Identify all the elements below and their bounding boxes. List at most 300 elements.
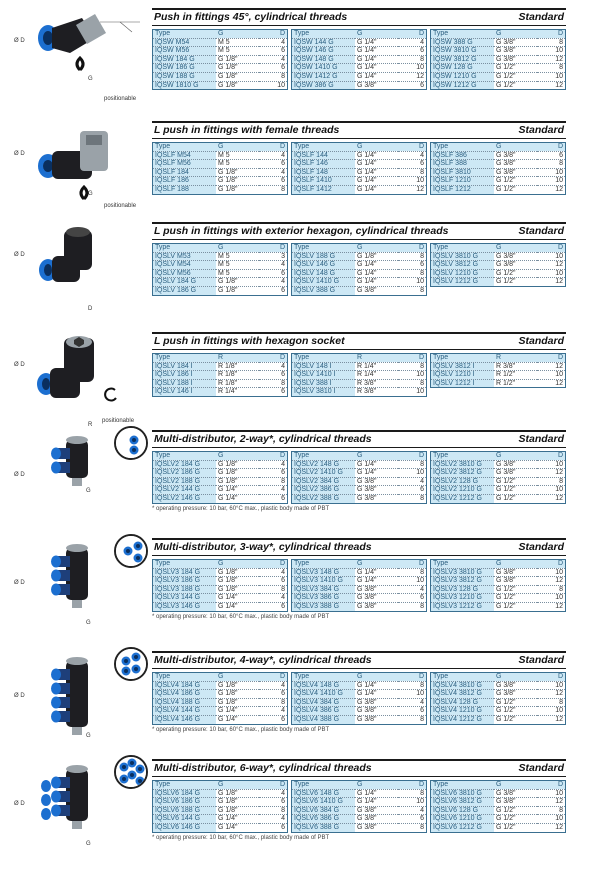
table-row	[431, 38, 566, 47]
table-cell: IQSLV3 184 G	[153, 568, 216, 577]
column-header: D	[537, 143, 566, 152]
table-cell: G 1/2"	[494, 185, 537, 194]
table-row	[292, 477, 427, 486]
table-cell: IQSLV4 1212 G	[431, 715, 494, 724]
table-row	[153, 278, 288, 287]
column-header: Type	[292, 244, 355, 253]
table-row	[431, 278, 566, 287]
table-cell: 4	[398, 38, 427, 47]
table-cell: 8	[398, 252, 427, 261]
table-cell: IQSLV 3812 G	[431, 261, 494, 270]
table-cell: 12	[537, 379, 566, 388]
column-header: G	[216, 143, 259, 152]
table-cell: G 3/8"	[355, 823, 398, 832]
table-row	[292, 577, 427, 586]
table-cell: IQSLV 1212 I	[431, 379, 494, 388]
table-cell: IQSLV3 1410 G	[292, 577, 355, 586]
table-cell: 12	[537, 577, 566, 586]
table-cell: 6	[259, 494, 288, 503]
spec-table	[291, 451, 427, 504]
column-header: G	[355, 143, 398, 152]
column-header: R	[494, 354, 537, 363]
table-cell: IQSLV 148 G	[292, 269, 355, 278]
table-cell: 12	[537, 602, 566, 611]
column-header: Type	[153, 781, 216, 790]
table-row	[292, 160, 427, 169]
table-cell: IQSLV3 1210 G	[431, 594, 494, 603]
table-row	[431, 379, 566, 388]
table-cell: 4	[259, 261, 288, 270]
table-header-row	[431, 143, 566, 152]
table-cell: 12	[537, 185, 566, 194]
table-cell: R 1/8"	[216, 362, 259, 371]
spec-table	[152, 451, 288, 504]
table-cell: IQSLV 146 G	[292, 261, 355, 270]
table-cell: IQSLF 3810	[431, 168, 494, 177]
table-cell: 8	[537, 698, 566, 707]
column-header: D	[259, 354, 288, 363]
table-row	[431, 64, 566, 73]
table-cell: IQSLV 1410 G	[292, 278, 355, 287]
table-cell: G 1/4"	[355, 64, 398, 73]
table-cell: IQSLV4 186 G	[153, 690, 216, 699]
table-cell: IQSLV6 1210 G	[431, 815, 494, 824]
table-cell: G 1/2"	[494, 585, 537, 594]
table-cell: G 3/8"	[494, 47, 537, 56]
table-cell: M 5	[216, 160, 259, 169]
table-header-row	[292, 781, 427, 790]
table-row	[292, 715, 427, 724]
table-cell: G 1/4"	[355, 789, 398, 798]
column-header: D	[537, 452, 566, 461]
table-cell: IQSLV2 386 G	[292, 486, 355, 495]
spec-table	[291, 780, 427, 833]
table-row	[431, 815, 566, 824]
table-cell: IQSLV3 388 G	[292, 602, 355, 611]
table-row	[431, 585, 566, 594]
table-cell: IQSLV2 148 G	[292, 460, 355, 469]
table-cell: IQSLF M56	[153, 160, 216, 169]
table-cell: IQSLV4 1210 G	[431, 707, 494, 716]
table-cell: IQSLV6 188 G	[153, 806, 216, 815]
table-cell: G 1/8"	[216, 81, 259, 90]
table-row	[431, 715, 566, 724]
table-row	[431, 494, 566, 503]
table-cell: 6	[259, 388, 288, 397]
column-header: Type	[153, 244, 216, 253]
table-cell: G 1/4"	[355, 577, 398, 586]
table-row	[292, 681, 427, 690]
table-cell: IQSLV 3812 I	[431, 362, 494, 371]
table-cell: 4	[398, 585, 427, 594]
table-header-row	[292, 452, 427, 461]
table-cell: G 1/4"	[216, 823, 259, 832]
table-row	[292, 81, 427, 90]
table-row	[431, 168, 566, 177]
table-cell: 10	[537, 568, 566, 577]
table-cell: IQSLV4 3812 G	[431, 690, 494, 699]
table-cell: 6	[259, 371, 288, 380]
table-cell: 12	[537, 715, 566, 724]
table-cell: G 3/8"	[494, 261, 537, 270]
table-row	[153, 690, 288, 699]
product-section	[0, 332, 599, 442]
table-header-row	[292, 143, 427, 152]
column-header: D	[537, 354, 566, 363]
table-header-row	[431, 452, 566, 461]
spec-table	[152, 780, 288, 833]
column-header: D	[398, 781, 427, 790]
table-header-row	[153, 143, 288, 152]
table-cell: IQSW 1212 G	[431, 81, 494, 90]
table-cell: 10	[398, 577, 427, 586]
column-header: D	[537, 30, 566, 39]
column-header: D	[259, 30, 288, 39]
table-row	[153, 286, 288, 295]
table-cell: IQSLF 148	[292, 168, 355, 177]
table-cell: G 3/8"	[494, 789, 537, 798]
column-header: Type	[153, 673, 216, 682]
table-row	[431, 460, 566, 469]
spec-table	[430, 29, 566, 90]
table-cell: IQSLV M53	[153, 252, 216, 261]
table-cell: IQSW M54	[153, 38, 216, 47]
column-header: G	[494, 560, 537, 569]
thread-label: G	[88, 191, 93, 197]
product-image	[0, 222, 150, 322]
table-row	[292, 286, 427, 295]
table-cell: IQSLV3 386 G	[292, 594, 355, 603]
table-cell: G 3/8"	[494, 252, 537, 261]
table-row	[153, 715, 288, 724]
table-cell: G 3/8"	[355, 477, 398, 486]
outlet-detail-icon	[114, 647, 148, 681]
table-row	[431, 594, 566, 603]
table-cell: 10	[537, 815, 566, 824]
table-cell: 10	[398, 469, 427, 478]
table-row	[292, 371, 427, 380]
outlet-detail-icon	[114, 534, 148, 568]
spec-table	[152, 29, 288, 90]
table-header-row	[292, 560, 427, 569]
table-cell: IQSLF 188	[153, 185, 216, 194]
table-row	[431, 261, 566, 270]
column-header: G	[494, 781, 537, 790]
table-cell: 10	[537, 681, 566, 690]
table-cell: 8	[537, 64, 566, 73]
table-row	[292, 823, 427, 832]
column-header: Type	[431, 30, 494, 39]
column-header: D	[398, 244, 427, 253]
table-row	[292, 469, 427, 478]
table-cell: 8	[398, 715, 427, 724]
table-cell: G 1/4"	[355, 55, 398, 64]
table-row	[292, 72, 427, 81]
column-header: D	[398, 452, 427, 461]
table-row	[153, 72, 288, 81]
table-cell: IQSW 3812 G	[431, 55, 494, 64]
table-cell: IQSLF 184	[153, 168, 216, 177]
table-row	[153, 47, 288, 56]
table-cell: IQSLV6 384 G	[292, 806, 355, 815]
table-cell: IQSLV3 3812 G	[431, 577, 494, 586]
table-cell: 10	[537, 269, 566, 278]
product-image	[0, 332, 150, 432]
table-cell: G 3/8"	[355, 806, 398, 815]
table-cell: IQSLV2 184 G	[153, 460, 216, 469]
column-header: Type	[292, 560, 355, 569]
table-header-row	[292, 30, 427, 39]
table-cell: G 3/8"	[494, 690, 537, 699]
table-cell: G 1/4"	[216, 486, 259, 495]
table-cell: G 1/8"	[216, 585, 259, 594]
table-cell: IQSLF 1410	[292, 177, 355, 186]
product-section	[0, 430, 599, 540]
table-row	[431, 269, 566, 278]
table-cell: 4	[259, 38, 288, 47]
table-cell: R 3/8"	[494, 362, 537, 371]
table-row	[153, 806, 288, 815]
table-cell: IQSLV6 1212 G	[431, 823, 494, 832]
table-cell: G 1/8"	[216, 72, 259, 81]
table-cell: 8	[398, 789, 427, 798]
table-cell: R 1/2"	[494, 379, 537, 388]
product-section	[0, 121, 599, 231]
table-cell: G 1/4"	[216, 494, 259, 503]
column-header: G	[494, 452, 537, 461]
table-row	[292, 278, 427, 287]
table-cell: IQSLV6 388 G	[292, 823, 355, 832]
table-cell: 10	[537, 486, 566, 495]
table-cell: G 1/8"	[216, 286, 259, 295]
table-cell: IQSLF 146	[292, 160, 355, 169]
table-cell: 8	[259, 698, 288, 707]
table-cell: IQSW 386 G	[292, 81, 355, 90]
table-cell: 8	[398, 602, 427, 611]
table-row	[431, 698, 566, 707]
spec-table	[430, 672, 566, 725]
table-cell: G 3/8"	[355, 815, 398, 824]
table-cell: 10	[537, 371, 566, 380]
column-header: G	[355, 560, 398, 569]
standard-badge: Standard	[518, 762, 564, 774]
table-cell: IQSW 388 G	[431, 38, 494, 47]
column-header: G	[216, 673, 259, 682]
column-header: D	[537, 673, 566, 682]
table-cell: 4	[398, 151, 427, 160]
table-row	[153, 477, 288, 486]
diameter-label: Ø D	[14, 38, 25, 44]
diameter-label: Ø D	[14, 580, 25, 586]
column-header: D	[537, 244, 566, 253]
table-cell: IQSW 144 G	[292, 38, 355, 47]
table-cell: R 1/8"	[216, 371, 259, 380]
table-cell: G 3/8"	[355, 602, 398, 611]
column-header: Type	[153, 452, 216, 461]
footnote: * operating pressure: 10 bar, 60°C max., plastic body made of PBT	[152, 613, 330, 620]
table-row	[431, 806, 566, 815]
table-cell: 4	[259, 815, 288, 824]
table-row	[292, 707, 427, 716]
table-cell: IQSLV 184 I	[153, 362, 216, 371]
table-cell: 8	[398, 379, 427, 388]
table-cell: 8	[259, 585, 288, 594]
table-cell: 4	[398, 698, 427, 707]
table-cell: G 3/8"	[494, 577, 537, 586]
table-cell: IQSLV 188 G	[292, 252, 355, 261]
table-row	[292, 815, 427, 824]
table-cell: IQSLV4 384 G	[292, 698, 355, 707]
table-cell: G 3/8"	[494, 469, 537, 478]
table-cell: R 1/4"	[355, 362, 398, 371]
thread-label: G	[86, 841, 91, 847]
positionable-label: positionable	[104, 96, 137, 102]
column-header: Type	[292, 673, 355, 682]
spec-table	[291, 672, 427, 725]
table-cell: G 1/4"	[355, 168, 398, 177]
table-row	[292, 602, 427, 611]
table-cell: 8	[398, 168, 427, 177]
column-header: G	[494, 30, 537, 39]
table-cell: IQSLF 186	[153, 177, 216, 186]
table-cell: G 1/2"	[494, 494, 537, 503]
column-header: D	[259, 452, 288, 461]
spec-table	[152, 353, 288, 397]
column-header: D	[259, 560, 288, 569]
table-header-row	[292, 673, 427, 682]
table-cell: IQSW 1412 G	[292, 72, 355, 81]
table-cell: 6	[259, 177, 288, 186]
table-cell: M 5	[216, 269, 259, 278]
table-cell: 8	[259, 185, 288, 194]
table-cell: IQSLV3 384 G	[292, 585, 355, 594]
table-cell: 6	[259, 469, 288, 478]
table-row	[153, 798, 288, 807]
table-cell: R 1/4"	[216, 388, 259, 397]
table-row	[153, 269, 288, 278]
table-cell: 6	[398, 47, 427, 56]
table-cell: IQSW 1410 G	[292, 64, 355, 73]
table-row	[153, 177, 288, 186]
table-cell: 10	[398, 278, 427, 287]
spec-table	[152, 142, 288, 195]
table-cell: 4	[398, 477, 427, 486]
table-cell: IQSLV4 3810 G	[431, 681, 494, 690]
spec-table	[291, 142, 427, 195]
table-cell: 4	[259, 151, 288, 160]
table-row	[292, 379, 427, 388]
table-row	[431, 789, 566, 798]
table-cell: 6	[259, 64, 288, 73]
table-cell: R 1/2"	[494, 371, 537, 380]
table-cell: 12	[537, 81, 566, 90]
table-cell: G 3/8"	[494, 160, 537, 169]
table-cell: IQSW 186 G	[153, 64, 216, 73]
table-cell: 12	[537, 690, 566, 699]
table-row	[153, 38, 288, 47]
table-cell: 8	[398, 568, 427, 577]
table-cell: G 1/4"	[355, 681, 398, 690]
table-row	[153, 602, 288, 611]
section-title: Multi-distributor, 2-way*, cylindrical threads	[154, 433, 372, 445]
table-cell: IQSLV 1410 I	[292, 371, 355, 380]
table-row	[153, 486, 288, 495]
column-header: Type	[153, 354, 216, 363]
footnote: * operating pressure: 10 bar, 60°C max., plastic body made of PBT	[152, 726, 330, 733]
product-section	[0, 759, 599, 869]
table-cell: IQSW 3810 G	[431, 47, 494, 56]
table-cell: 8	[259, 379, 288, 388]
table-cell: IQSLV4 144 G	[153, 707, 216, 716]
table-cell: IQSLV2 1212 G	[431, 494, 494, 503]
table-row	[292, 698, 427, 707]
table-cell: G 1/2"	[494, 698, 537, 707]
table-cell: G 3/8"	[494, 55, 537, 64]
table-cell: IQSLV3 186 G	[153, 577, 216, 586]
table-cell: 12	[537, 798, 566, 807]
table-row	[431, 577, 566, 586]
column-header: G	[494, 244, 537, 253]
table-cell: G 1/2"	[494, 815, 537, 824]
table-cell: IQSLV3 1212 G	[431, 602, 494, 611]
table-row	[292, 55, 427, 64]
spec-table	[430, 243, 566, 287]
table-cell: IQSLF 386	[431, 151, 494, 160]
diameter-label: Ø D	[14, 151, 25, 157]
table-cell: 12	[398, 185, 427, 194]
table-cell: 8	[398, 823, 427, 832]
table-row	[153, 594, 288, 603]
table-cell: G 1/8"	[216, 681, 259, 690]
table-cell: IQSLV6 184 G	[153, 789, 216, 798]
table-cell: IQSLV 188 I	[153, 379, 216, 388]
table-row	[153, 707, 288, 716]
table-cell: IQSLV 148 I	[292, 362, 355, 371]
column-header: G	[355, 452, 398, 461]
diameter-label: Ø D	[14, 362, 25, 368]
table-row	[431, 81, 566, 90]
table-cell: G 3/8"	[355, 585, 398, 594]
table-row	[431, 469, 566, 478]
table-cell: 10	[537, 707, 566, 716]
table-row	[292, 460, 427, 469]
positionable-label: positionable	[102, 418, 135, 424]
table-row	[292, 168, 427, 177]
table-cell: G 1/2"	[494, 806, 537, 815]
table-cell: G 1/4"	[355, 278, 398, 287]
table-cell: R 1/4"	[355, 371, 398, 380]
table-row	[153, 252, 288, 261]
table-row	[431, 798, 566, 807]
table-row	[431, 681, 566, 690]
table-header-row	[153, 30, 288, 39]
table-cell: 4	[259, 594, 288, 603]
column-header: G	[216, 244, 259, 253]
table-cell: 6	[259, 798, 288, 807]
table-cell: G 3/8"	[494, 681, 537, 690]
product-image	[0, 8, 150, 108]
column-header: G	[355, 673, 398, 682]
table-cell: G 1/4"	[355, 177, 398, 186]
table-row	[153, 81, 288, 90]
table-cell: IQSLV2 186 G	[153, 469, 216, 478]
column-header: G	[216, 30, 259, 39]
table-cell: 10	[537, 252, 566, 261]
table-header-row	[431, 354, 566, 363]
table-cell: IQSLV6 386 G	[292, 815, 355, 824]
table-cell: 6	[259, 47, 288, 56]
table-cell: IQSLV6 146 G	[153, 823, 216, 832]
